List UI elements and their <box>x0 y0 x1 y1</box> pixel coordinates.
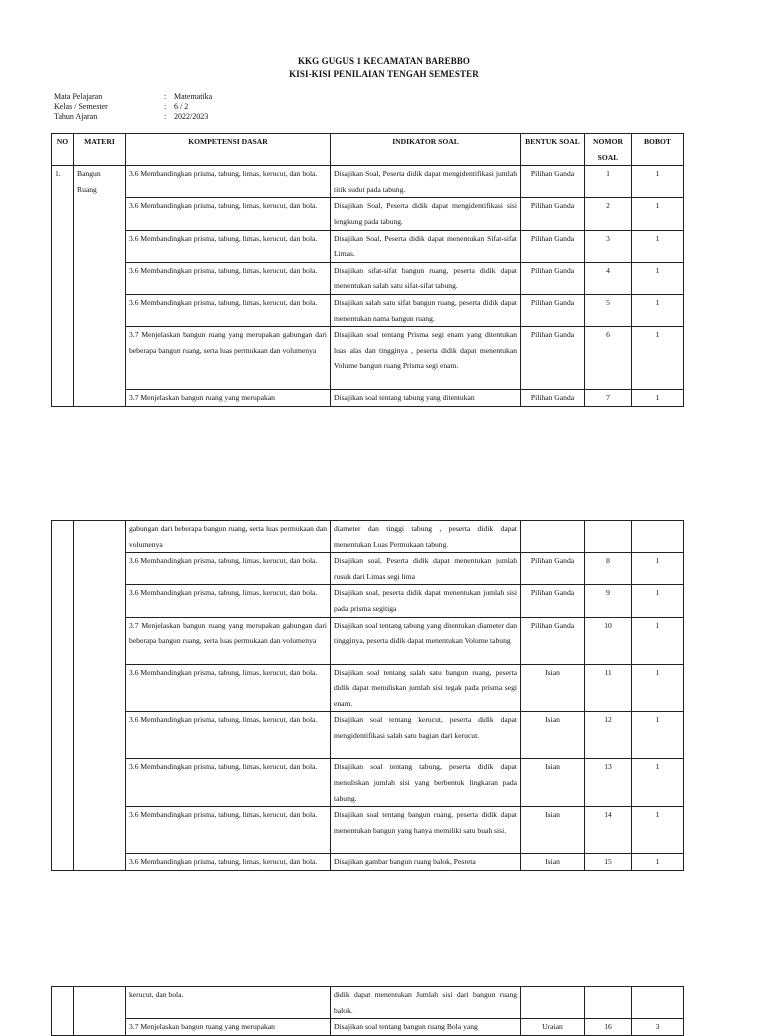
meta-value: Matematika <box>174 92 213 101</box>
materi-cell <box>74 521 126 871</box>
nomor-cell: 8 <box>585 553 632 585</box>
table-header-row <box>52 134 684 166</box>
table-row <box>52 198 684 230</box>
nomor-cell <box>585 987 632 1019</box>
indikator-cell: Disajikan soal tentang bangun ruang, peserta didik dapat menentukan bangun yang hanya memiliki satu buah sisi. <box>331 807 521 854</box>
indikator-cell: Disajikan soal tentang tabung, peserta didik dapat menuliskan jumlah sisi yang berbentuk lingkaran pada tabung. <box>331 759 521 807</box>
kd-cell: 3.7 Menjelaskan bangun ruang yang merupakan <box>126 1019 331 1036</box>
bobot-cell: 1 <box>632 759 684 807</box>
col-header-no: NO <box>52 134 74 166</box>
bentuk-cell: Isian <box>521 759 585 807</box>
col-header-bobot: BOBOT <box>632 134 684 166</box>
bentuk-cell: Pilihan Ganda <box>521 585 585 617</box>
bentuk-cell: Isian <box>521 854 585 871</box>
bobot-cell: 1 <box>632 617 684 664</box>
bentuk-cell: Isian <box>521 664 585 712</box>
bobot-cell: 3 <box>632 1019 684 1036</box>
bentuk-cell: Pilihan Ganda <box>521 390 585 407</box>
bobot-cell: 1 <box>632 712 684 759</box>
indikator-cell: Disajikan soal tentang tabung yang ditentukan diameter dan tingginya, peserta didik dapat menentukan Volume tabung <box>331 617 521 664</box>
indikator-cell: Disajikan Soal, Peserta didik dapat mengidentifikasi jumlah titik sudut pada tabung. <box>331 166 521 198</box>
document-title: KKG GUGUS 1 KECAMATAN BAREBBO <box>297 56 471 66</box>
indikator-cell: Disajikan soal tentang Prisma segi enam yang ditentukan luas alas dan tingginya , peserta didik dapat menentukan Volume bangun ruang Prisma segi enam. <box>331 327 521 390</box>
indikator-cell: didik dapat menentukan Jumlah sisi dari bangun ruang balok. <box>331 987 521 1019</box>
indikator-cell: Disajikan soal tentang bangun ruang Bola yang <box>331 1019 521 1036</box>
kd-cell: 3.6 Membandingkan prisma, tabung, limas, kerucut, dan bola. <box>126 198 331 230</box>
bobot-cell: 1 <box>632 294 684 326</box>
bentuk-cell: Isian <box>521 807 585 854</box>
bentuk-cell: Isian <box>521 712 585 759</box>
kd-cell: 3.6 Membandingkan prisma, tabung, limas, kerucut, dan bola. <box>126 230 331 262</box>
kd-cell: 3.6 Membandingkan prisma, tabung, limas, kerucut, dan bola. <box>126 166 331 198</box>
bobot-cell: 1 <box>632 230 684 262</box>
nomor-cell: 15 <box>585 854 632 871</box>
kisi-kisi-table-page1 <box>51 133 684 407</box>
meta-separator: : <box>164 92 167 101</box>
materi-cell: Bangun Ruang <box>74 166 126 407</box>
meta-label: Mata Pelajaran <box>54 92 103 101</box>
nomor-cell <box>585 521 632 553</box>
kd-cell: 3.6 Membandingkan prisma, tabung, limas, kerucut, dan bola. <box>126 759 331 807</box>
bentuk-cell <box>521 987 585 1019</box>
indikator-cell: Disajikan sifat-sifat bangun ruang, peserta didik dapat menentukan salah satu sifat-sifat tabung. <box>331 262 521 294</box>
table-row <box>52 294 684 326</box>
bobot-cell <box>632 521 684 553</box>
kd-cell: 3.7 Menjelaskan bangun ruang yang merupakan <box>126 390 331 407</box>
table-row <box>52 553 684 585</box>
nomor-cell: 1 <box>585 166 632 198</box>
nomor-cell: 5 <box>585 294 632 326</box>
nomor-cell: 9 <box>585 585 632 617</box>
indikator-cell: diameter dan tinggi tabung , peserta didik dapat menentukan Luas Permukaan tabung. <box>331 521 521 553</box>
table-row <box>52 262 684 294</box>
meta-value: 6 / 2 <box>174 102 189 111</box>
bentuk-cell: Pilihan Ganda <box>521 617 585 664</box>
col-header-kompetensi-dasar: KOMPETENSI DASAR <box>126 134 331 166</box>
kd-cell: kerucut, dan bola. <box>126 987 331 1019</box>
nomor-cell: 11 <box>585 664 632 712</box>
row-number <box>52 987 74 1036</box>
bobot-cell: 1 <box>632 390 684 407</box>
kd-cell: 3.7 Menjelaskan bangun ruang yang merupakan gabungan dari beberapa bangun ruang, serta luas permukaan dan volumenya <box>126 327 331 390</box>
bobot-cell <box>632 987 684 1019</box>
bentuk-cell <box>521 521 585 553</box>
bobot-cell: 1 <box>632 854 684 871</box>
meta-row <box>54 102 212 112</box>
meta-separator: : <box>164 112 167 121</box>
kd-cell: 3.7 Menjelaskan bangun ruang yang merupakan gabungan dari beberapa bangun ruang, serta luas permukaan dan volumenya <box>126 617 331 664</box>
meta-label: Tahun Ajaran <box>54 112 98 121</box>
bobot-cell: 1 <box>632 807 684 854</box>
nomor-cell: 6 <box>585 327 632 390</box>
kd-cell: 3.6 Membandingkan prisma, tabung, limas, kerucut, dan bola. <box>126 854 331 871</box>
table-row <box>52 712 684 759</box>
table-row <box>52 664 684 712</box>
col-header-bentuk-soal: BENTUK SOAL <box>521 134 585 166</box>
document-subtitle: KISI-KISI PENILAIAN TENGAH SEMESTER <box>289 69 479 79</box>
table-row <box>52 854 684 871</box>
materi-cell <box>74 987 126 1036</box>
indikator-cell: Disajikan soal tentang salah satu bangun ruang, peserta didik dapat menuliskan jumlah sisi tegak pada prisma segi enam. <box>331 664 521 712</box>
bentuk-cell: Uraian <box>521 1019 585 1036</box>
bobot-cell: 1 <box>632 585 684 617</box>
meta-label: Kelas / Semester <box>54 102 108 111</box>
table-row <box>52 807 684 854</box>
bentuk-cell: Pilihan Ganda <box>521 198 585 230</box>
indikator-cell: Disajikan salah satu sifat bangun ruang, peserta didik dapat menentukan nama bangun ruang. <box>331 294 521 326</box>
kd-cell: 3.6 Membandingkan prisma, tabung, limas, kerucut, dan bola. <box>126 262 331 294</box>
col-header-indikator-soal: INDIKATOR SOAL <box>331 134 521 166</box>
table-row <box>52 617 684 664</box>
indikator-cell: Disajikan Soal, Peserta didik dapat menentukan Sifat-sifat Limas. <box>331 230 521 262</box>
table-row <box>52 327 684 390</box>
nomor-cell: 4 <box>585 262 632 294</box>
nomor-cell: 13 <box>585 759 632 807</box>
meta-row <box>54 92 212 102</box>
row-number: 1. <box>52 166 74 407</box>
bobot-cell: 1 <box>632 166 684 198</box>
bobot-cell: 1 <box>632 198 684 230</box>
nomor-cell: 12 <box>585 712 632 759</box>
bentuk-cell: Pilihan Ganda <box>521 262 585 294</box>
table-row <box>52 390 684 407</box>
indikator-cell: Disajikan soal tentang tabung yang ditentukan <box>331 390 521 407</box>
nomor-cell: 16 <box>585 1019 632 1036</box>
bobot-cell: 1 <box>632 327 684 390</box>
bentuk-cell: Pilihan Ganda <box>521 327 585 390</box>
col-header-nomor-soal: NOMOR SOAL <box>585 134 632 166</box>
table-row <box>52 759 684 807</box>
bentuk-cell: Pilihan Ganda <box>521 553 585 585</box>
col-header-materi: MATERI <box>74 134 126 166</box>
kd-cell: 3.6 Membandingkan prisma, tabung, limas, kerucut, dan bola. <box>126 712 331 759</box>
kd-cell: 3.6 Membandingkan prisma, tabung, limas, kerucut, dan bola. <box>126 585 331 617</box>
kd-cell: 3.6 Membandingkan prisma, tabung, limas, kerucut, dan bola. <box>126 807 331 854</box>
bentuk-cell: Pilihan Ganda <box>521 166 585 198</box>
bobot-cell: 1 <box>632 664 684 712</box>
bobot-cell: 1 <box>632 553 684 585</box>
bentuk-cell: Pilihan Ganda <box>521 294 585 326</box>
nomor-cell: 3 <box>585 230 632 262</box>
table-row <box>52 987 684 1019</box>
row-number <box>52 521 74 871</box>
table-row <box>52 1019 684 1036</box>
meta-row <box>54 112 212 122</box>
bentuk-cell: Pilihan Ganda <box>521 230 585 262</box>
table-row <box>52 585 684 617</box>
meta-value: 2022/2023 <box>174 112 209 121</box>
table-row <box>52 166 684 198</box>
nomor-cell: 10 <box>585 617 632 664</box>
meta-block <box>54 92 212 122</box>
indikator-cell: Disajikan Soal, Peserta didik dapat mengidentifikasi sisi lengkung pada tabung. <box>331 198 521 230</box>
meta-separator: : <box>164 102 167 111</box>
nomor-cell: 2 <box>585 198 632 230</box>
table-row <box>52 230 684 262</box>
kd-cell: 3.6 Membandingkan prisma, tabung, limas, kerucut, dan bola. <box>126 664 331 712</box>
nomor-cell: 7 <box>585 390 632 407</box>
bobot-cell: 1 <box>632 262 684 294</box>
indikator-cell: Disajikan soal, peserta didik dapat menentukan jumlah sisi pada prisma segitiga <box>331 585 521 617</box>
kisi-kisi-table-page2 <box>51 520 684 871</box>
kd-cell: 3.6 Membandingkan prisma, tabung, limas, kerucut, dan bola. <box>126 294 331 326</box>
kisi-kisi-table-page3 <box>51 986 684 1036</box>
kd-cell: gabungan dari beberapa bangun ruang, serta luas permukaan dan volumenya <box>126 521 331 553</box>
table-row <box>52 521 684 553</box>
indikator-cell: Disajikan soal, Peserta didik dapat menentukan jumlah rusuk dari Limas segi lima <box>331 553 521 585</box>
kd-cell: 3.6 Membandingkan prisma, tabung, limas, kerucut, dan bola. <box>126 553 331 585</box>
indikator-cell: Disajikan soal tentang kerucut, peserta didik dapat mengidentifikasi salah satu bagian dari kerucut. <box>331 712 521 759</box>
nomor-cell: 14 <box>585 807 632 854</box>
indikator-cell: Disajikan gambar bangun ruang balok, Pesreta <box>331 854 521 871</box>
